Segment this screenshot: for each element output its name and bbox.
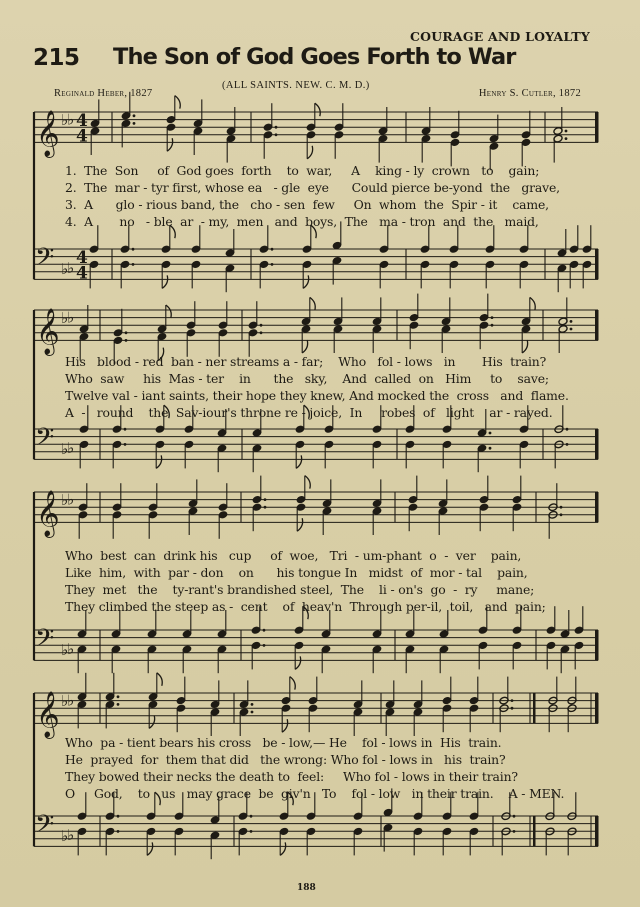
composer-credit: Henry S. Cutler, 1872 (478, 88, 581, 99)
lyric-verse-2: He prayed for them that did the wrong: Who fol - lows in his train? (65, 752, 506, 767)
bass-clef-icon: 𝄢 (35, 623, 55, 659)
time-signature: 4 (76, 126, 88, 147)
flag (156, 455, 161, 468)
author-credit: Reginald Heber, 1827 (54, 88, 153, 99)
treble-clef-icon: 𝄞 (36, 691, 60, 738)
flag (310, 297, 315, 310)
tune-name: (ALL SAINTS. NEW. C. M. D.) (222, 80, 370, 91)
dot (117, 695, 120, 698)
flat-icon: ♭ (61, 259, 69, 278)
lyric-verse-1: 1. The Son of God goes forth to war, A king - ly crown to gain; (65, 163, 540, 178)
dot (489, 432, 492, 435)
final-barline (595, 310, 599, 340)
dot (570, 320, 573, 323)
lyric-verse-3: Twelve val - iant saints, their hope they knew, And mocked the cross and flame. (65, 388, 569, 403)
lyric-verse-3: They met the ty-rant's brandished steel, The li - on's go - ry mane; (65, 582, 535, 597)
final-barline (595, 630, 599, 660)
flat-icon: ♭ (61, 640, 69, 659)
treble-clef-icon: 𝄞 (36, 490, 60, 537)
flag (307, 146, 312, 159)
double-barline (533, 816, 536, 846)
flat-icon: ♭ (67, 826, 75, 845)
dot (511, 707, 514, 710)
dot (264, 498, 267, 501)
flag (175, 96, 180, 109)
flag (290, 677, 295, 690)
flag (282, 719, 287, 732)
flag (297, 518, 302, 531)
dot (511, 699, 514, 702)
flag (166, 305, 171, 318)
flag (305, 476, 310, 489)
dot (263, 644, 266, 647)
treble-clef-icon: 𝄞 (36, 308, 60, 355)
flat-icon: ♭ (67, 110, 75, 129)
dot (271, 263, 274, 266)
flag (167, 138, 172, 151)
hymn-title: The Son of God Goes Forth to War (113, 44, 516, 70)
lyric-verse-1: Who best can drink his cup of woe, Tri - um-phant o - ver pain, (65, 548, 522, 563)
lyric-verse-4: They climbed the steep as - cent of heav'n Through per-il, toil, and pain; (65, 599, 546, 614)
dot (271, 248, 274, 251)
section-heading: COURAGE AND LOYALTY (410, 29, 590, 44)
flat-icon: ♭ (67, 691, 75, 710)
dot (133, 114, 136, 117)
dot (132, 248, 135, 251)
dot (570, 328, 573, 331)
dot (125, 339, 128, 342)
final-barline (595, 693, 599, 723)
time-signature: 4 (76, 263, 88, 284)
dot (513, 830, 516, 833)
dot (250, 830, 253, 833)
bass-clef-icon: 𝄢 (35, 422, 55, 458)
dot (560, 506, 563, 509)
flag (162, 275, 167, 288)
final-barline (595, 816, 599, 846)
flat-icon: ♭ (61, 826, 69, 845)
lyric-verse-4: A - round the Sav-iour's throne re - joice, In robes of light ar - rayed. (65, 405, 553, 420)
flat-icon: ♭ (67, 490, 75, 509)
dot (566, 428, 569, 431)
dot (275, 126, 278, 129)
dot (565, 137, 568, 140)
dot (251, 711, 254, 714)
final-barline (595, 492, 599, 522)
flag (315, 103, 320, 116)
flag (303, 275, 308, 288)
dot (491, 316, 494, 319)
flag (302, 340, 307, 353)
flat-icon: ♭ (61, 439, 69, 458)
bass-clef-icon: 𝄢 (35, 809, 55, 845)
flat-icon: ♭ (61, 309, 69, 328)
final-barline (595, 112, 599, 142)
lyric-verse-2: Who saw his Mas - ter in the sky, And called on Him to save; (65, 371, 549, 386)
lyric-verse-1: His blood - red ban - ner streams a - far; Who fol - lows in His train? (65, 354, 547, 369)
lyric-verse-4: O God, to us may grace be giv'n To fol - low in their train. A - MEN. (65, 786, 565, 801)
dot (560, 513, 563, 516)
dot (132, 263, 135, 266)
dot (491, 324, 494, 327)
flag (157, 673, 162, 686)
dot (124, 443, 127, 446)
hymn-number: 215 (33, 45, 80, 71)
flag (522, 340, 527, 353)
dot (250, 815, 253, 818)
flag (530, 297, 535, 310)
flat-icon: ♭ (67, 259, 75, 278)
dot (117, 830, 120, 833)
flat-icon: ♭ (61, 692, 69, 711)
flat-icon: ♭ (67, 439, 75, 458)
flag (280, 842, 285, 855)
lyric-verse-3: They bowed their necks the death to feel: Who fol - lows in their train? (65, 769, 518, 784)
dot (275, 133, 278, 136)
lyric-verse-2: 2. The mar - tyr first, whose ea - gle eye Could pierce be-yond the grave, (65, 180, 560, 195)
dot (264, 506, 267, 509)
flag (149, 715, 154, 728)
lyric-verse-1: Who pa - tient bears his cross be - low,— He fol - lows in His train. (65, 735, 502, 750)
time-signature: 4 (76, 111, 88, 132)
dot (263, 629, 266, 632)
dot (513, 815, 516, 818)
dot (260, 324, 263, 327)
page-number: 188 (297, 883, 316, 893)
flat-icon: ♭ (61, 491, 69, 510)
lyric-verse-4: 4. A no - ble ar - my, men and boys, The ma - tron and the maid, (65, 214, 539, 229)
flat-icon: ♭ (67, 308, 75, 327)
dot (260, 331, 263, 334)
dot (133, 122, 136, 125)
dot (125, 331, 128, 334)
dot (489, 447, 492, 450)
flag (296, 455, 301, 468)
lyric-verse-2: Like him, with par - don on his tongue In midst of mor - tal pain, (65, 565, 528, 580)
treble-clef-icon: 𝄞 (36, 110, 60, 157)
final-barline (595, 429, 599, 459)
double-barline (533, 693, 536, 723)
flag (147, 842, 152, 855)
flat-icon: ♭ (67, 640, 75, 659)
flag (295, 656, 300, 669)
dot (251, 703, 254, 706)
time-signature: 4 (76, 248, 88, 269)
dot (565, 130, 568, 133)
dot (566, 443, 569, 446)
dot (117, 703, 120, 706)
final-barline (595, 249, 599, 279)
lyric-verse-3: 3. A glo - rious band, the cho - sen few On whom the Spir - it came, (65, 197, 549, 212)
dot (117, 815, 120, 818)
dot (124, 428, 127, 431)
bass-clef-icon: 𝄢 (35, 242, 55, 278)
flat-icon: ♭ (61, 111, 69, 130)
